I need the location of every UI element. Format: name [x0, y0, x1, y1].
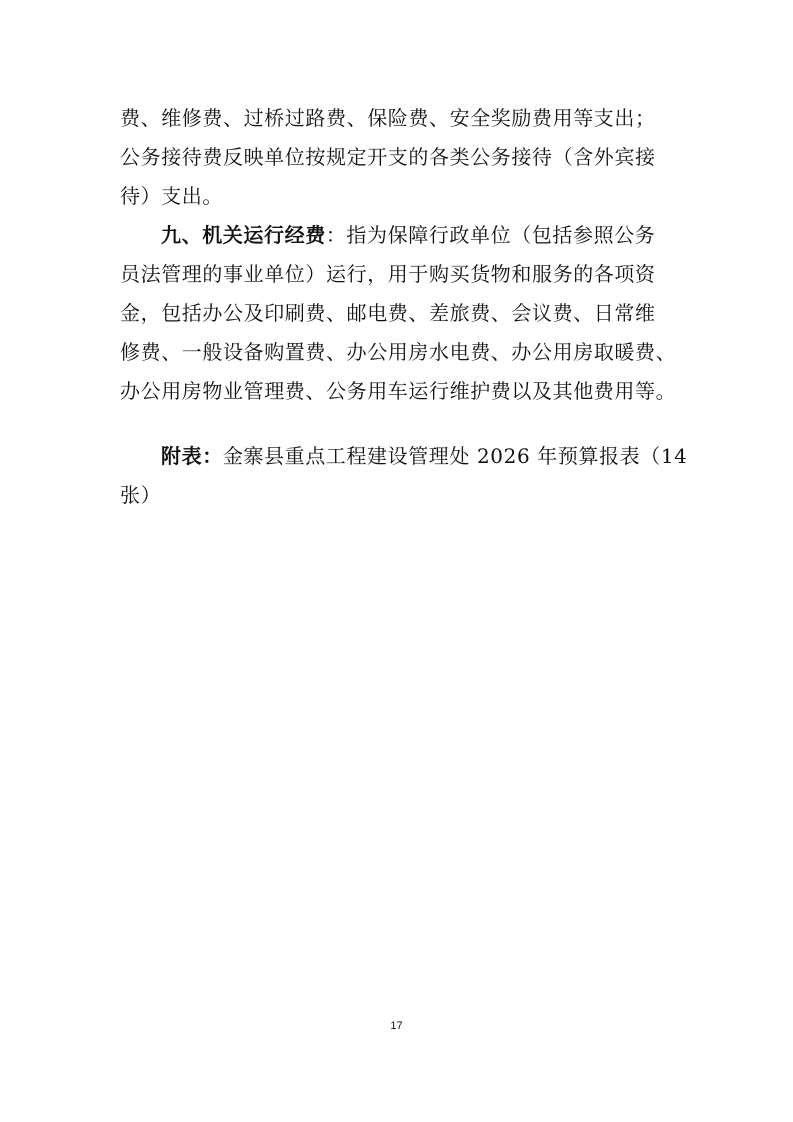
section-nine-first-line — [161, 223, 655, 247]
attachment-line — [161, 444, 687, 468]
paragraph-line: 办公用房物业管理费、公务用车运行维护费以及其他费用等。 — [120, 379, 677, 403]
paragraph-line: 修费、一般设备购置费、办公用房水电费、办公用房取暖费、 — [120, 340, 677, 364]
section-nine-text: ：指为保障行政单位（包括参照公务 — [325, 223, 656, 247]
page-number: 17 — [390, 1020, 403, 1032]
attachment-label: 附表： — [161, 444, 223, 468]
paragraph-line: 待）支出。 — [120, 184, 223, 208]
attachment-text: 金寨县重点工程建设管理处 2026 年预算报表（14 — [222, 444, 688, 468]
paragraph-line: 金，包括办公及印刷费、邮电费、差旅费、会议费、日常维 — [120, 301, 656, 325]
paragraph-line: 员法管理的事业单位）运行，用于购买货物和服务的各项资 — [120, 262, 656, 286]
paragraph-line: 公务接待费反映单位按规定开支的各类公务接待（含外宾接 — [120, 145, 656, 169]
section-nine-heading: 九、机关运行经费 — [161, 223, 326, 247]
paragraph-line: 费、维修费、过桥过路费、保险费、安全奖励费用等支出； — [120, 106, 656, 130]
attachment-line-2: 张） — [120, 483, 162, 507]
